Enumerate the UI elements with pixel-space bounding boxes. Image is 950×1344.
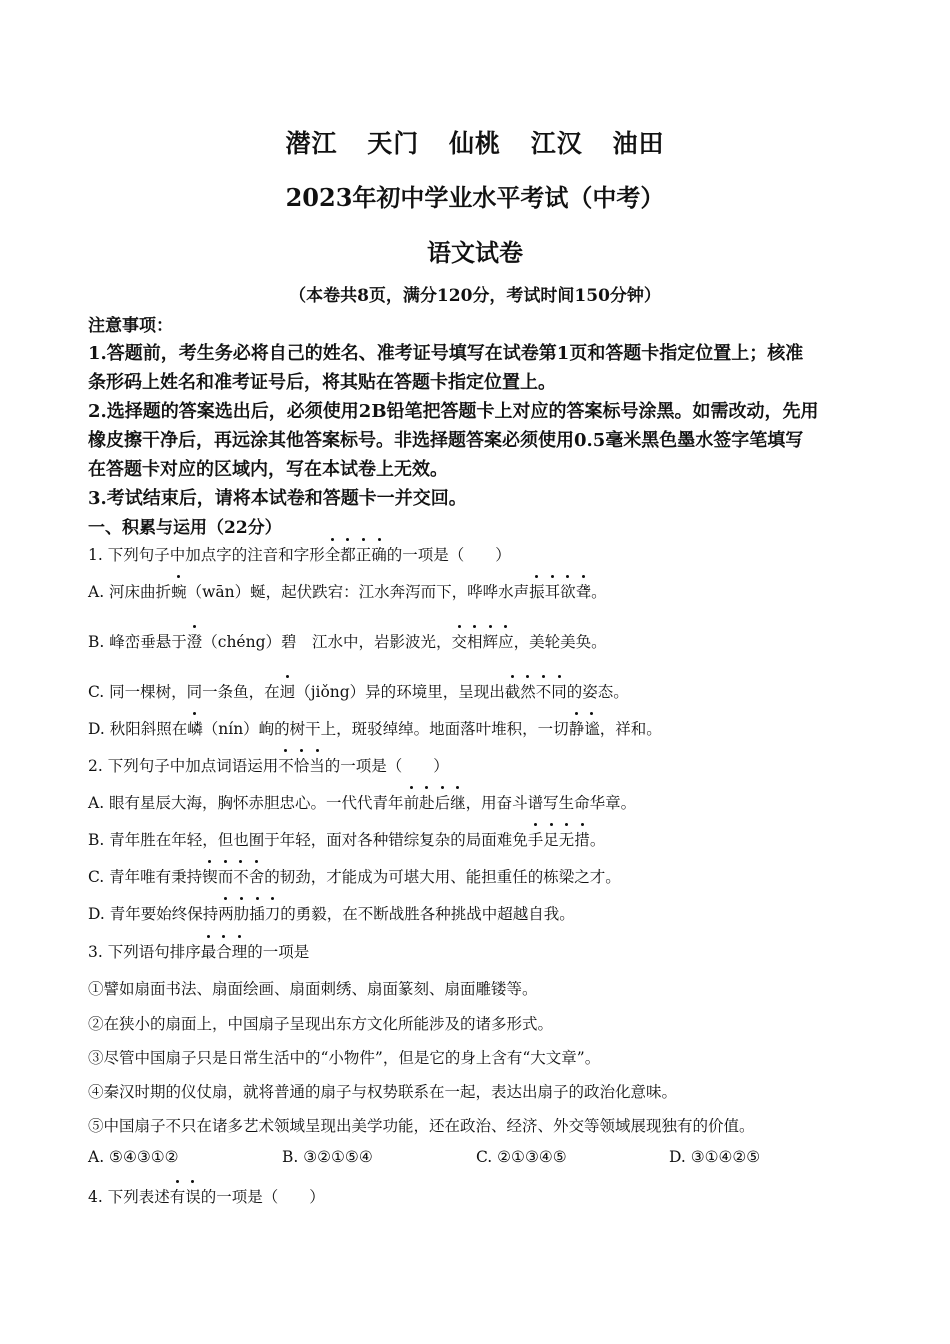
q3-item-2: ②在狭小的扇面上，中国扇子呈现出东方文化所能涉及的诸多形式。: [88, 1015, 554, 1033]
emphasis-char: 肋: [234, 902, 250, 924]
emphasis-char: 澄: [187, 630, 203, 652]
q3-emphasis: [201, 943, 248, 961]
emphasis-char: 当: [309, 754, 325, 776]
emphasis-char: 振: [529, 580, 545, 602]
q1-option-b: B. 峰峦垂悬于澄（chéng）碧 江水中，岩影波光，交相辉应，美轮美奂。: [88, 630, 607, 652]
emphasis-char: 谧: [584, 717, 600, 739]
emphasis-char: 有: [170, 1185, 186, 1207]
emphasis-char: 辉: [483, 630, 499, 652]
emphasis-char: 不: [278, 754, 294, 776]
q4-stem: 4. 下列表述有误的一项是（ ）: [88, 1185, 325, 1207]
emphasis-char: 静: [569, 717, 585, 739]
notice-line-1: 1.答题前，考生务必将自己的姓名、准考证号填写在试卷第1页和答题卡指定位置上；核准: [88, 343, 804, 364]
q1-stem: 1. 下列句子中加点字的注音和字形全都正确的一项是（ ）: [88, 543, 511, 565]
emphasis-char: 前: [404, 791, 420, 813]
q4-emphasis: [170, 1188, 201, 1206]
q1-option-d: D. 秋阳斜照在嶙（nín）峋的树干上，斑驳绰绰。地面落叶堆积，一切静谧，祥和。: [88, 717, 662, 739]
notice-line-5: 在答题卡对应的区域内，写在本试卷上无效。: [88, 459, 448, 480]
q1-option-a: A. 河床曲折蜿（wān）蜒，起伏跌宕：江水奔泻而下，哗哗水声振耳欲聋。: [88, 580, 607, 602]
emphasis-char: 聋: [576, 580, 592, 602]
q3-item-3: ③尽管中国扇子只是日常生活中的“小物件”，但是它的身上含有“大文章”。: [88, 1049, 601, 1067]
emphasis-char: 相: [467, 630, 483, 652]
notice-line-6: 3.考试结束后，请将本试卷和答题卡一并交回。: [88, 488, 467, 509]
emphasis-char: 嶙: [187, 717, 203, 739]
emphasis-char: 恰: [294, 754, 310, 776]
q2-option-b: B. 青年胜在年轻，但也囿于年轻，面对各种错综复杂的局面难免手足无措。: [88, 828, 605, 850]
emphasis-char: 舍: [249, 865, 265, 887]
emphasis-char: 理: [232, 940, 248, 962]
paper-title: 语文试卷: [427, 238, 523, 267]
region-1: 潜江: [285, 129, 338, 158]
q2-option-d: D. 青年要始终保持两肋插刀的勇毅，在不断战胜各种挑战中超越自我。: [88, 902, 575, 924]
exam-title: 2023年初中学业水平考试（中考）: [285, 183, 665, 212]
q2-option-a: A. 眼有星辰大海，胸怀赤胆忠心。一代代青年前赴后继，用奋斗谱写生命华章。: [88, 791, 636, 813]
emphasis-char: 手: [528, 828, 544, 850]
q2-emphasis: [278, 757, 325, 775]
emphasis-char: 然: [520, 680, 536, 702]
emphasis-char: 无: [559, 828, 575, 850]
region-3: 仙桃: [448, 129, 501, 158]
q2-option-c: C. 青年唯有秉持锲而不舍的韧劲，才能成为可堪大用、能担重任的栋梁之才。: [88, 865, 621, 887]
region-title: [0, 124, 950, 160]
emphasis-char: 两: [218, 902, 234, 924]
q3-item-4: ④秦汉时期的仪仗扇，就将普通的扇子与权势联系在一起，表达出扇子的政治化意味。: [88, 1083, 678, 1101]
q3-option-a: A. ⑤④③①②: [88, 1148, 179, 1166]
notice-line-3: 2.选择题的答案选出后，必须使用2B铅笔把答题卡上对应的答案标号涂黑。如需改动，先用: [88, 401, 819, 422]
emphasis-char: 交: [452, 630, 468, 652]
emphasis-char: 欲: [560, 580, 576, 602]
emphasis-char: 应: [498, 630, 514, 652]
region-5: 油田: [612, 129, 665, 158]
emphasis-char: 刀: [265, 902, 281, 924]
emphasis-char: 同: [551, 680, 567, 702]
exam-info: （本卷共8页，满分120分，考试时间150分钟）: [289, 286, 661, 306]
section-heading: 一、积累与运用（22分）: [88, 518, 282, 538]
q1-emphasis: [325, 546, 387, 564]
q2-stem: 2. 下列句子中加点词语运用不恰当的一项是（ ）: [88, 754, 449, 776]
emphasis-char: 耳: [545, 580, 561, 602]
emphasis-char: 而: [218, 865, 234, 887]
notice-line-2: 条形码上姓名和准考证号后，将其贴在答题卡指定位置上。: [88, 372, 556, 393]
q3-item-5: ⑤中国扇子不只在诸多艺术领域呈现出美学功能，还在政治、经济、外交等领域展现独有的价值。: [88, 1117, 755, 1135]
q3-item-1: ①譬如扇面书法、扇面绘画、扇面刺绣、扇面篆刻、扇面雕镂等。: [88, 980, 538, 998]
emphasis-char: 不: [233, 865, 249, 887]
emphasis-char: 误: [185, 1185, 201, 1207]
region-2: 天门: [367, 129, 420, 158]
emphasis-char: 都: [340, 543, 356, 565]
emphasis-char: 足: [543, 828, 559, 850]
q1-option-c: C. 同一棵树，同一条鱼，在迥（jiǒng）异的环境里，呈现出截然不同的姿态。: [88, 680, 629, 702]
emphasis-char: 插: [249, 902, 265, 924]
notice-heading: 注意事项：: [88, 316, 173, 336]
emphasis-char: 合: [216, 940, 232, 962]
emphasis-char: 全: [325, 543, 341, 565]
emphasis-char: 确: [371, 543, 387, 565]
emphasis-char: 蜿: [171, 580, 187, 602]
emphasis-char: 正: [356, 543, 372, 565]
emphasis-char: 措: [574, 828, 590, 850]
emphasis-char: 截: [505, 680, 521, 702]
emphasis-char: 最: [201, 940, 217, 962]
emphasis-char: 不: [536, 680, 552, 702]
q3-stem: 3. 下列语句排序最合理的一项是: [88, 940, 309, 962]
emphasis-char: 锲: [202, 865, 218, 887]
notice-line-4: 橡皮擦干净后，再远涂其他答案标号。非选择题答案必须使用0.5毫米黑色墨水签字笔填写: [88, 430, 804, 451]
region-4: 江汉: [530, 129, 583, 158]
emphasis-char: 赴: [419, 791, 435, 813]
q3-option-d: D. ③①④②⑤: [669, 1148, 761, 1166]
emphasis-char: 继: [450, 791, 466, 813]
q3-option-c: C. ②①③④⑤: [476, 1148, 567, 1166]
emphasis-char: 后: [435, 791, 451, 813]
emphasis-char: 迥: [280, 680, 296, 702]
q3-option-b: B. ③②①⑤④: [282, 1148, 373, 1166]
